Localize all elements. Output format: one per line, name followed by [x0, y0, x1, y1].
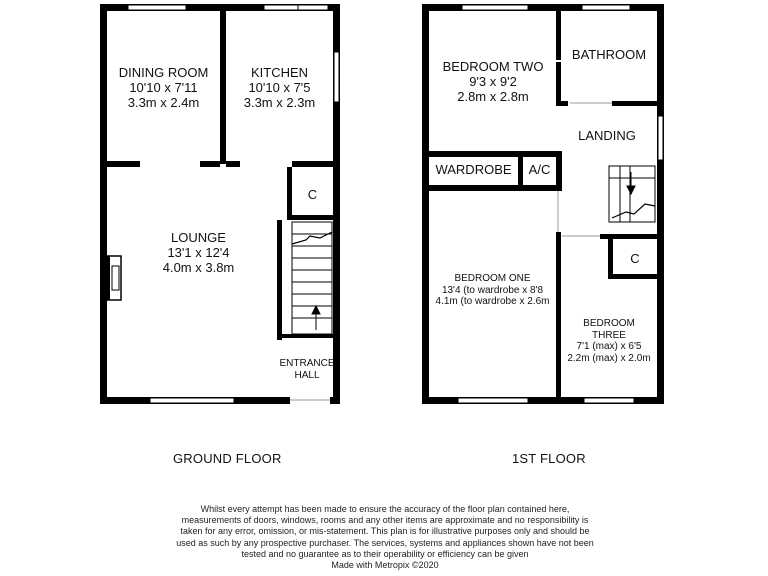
ground-floor-staircase	[292, 222, 332, 334]
room-label-lounge	[120, 231, 277, 276]
room-dimensions-imperial: 10'10 x 7'11	[129, 79, 198, 95]
room-label-bedroom-one	[429, 273, 556, 308]
room-dimensions-imperial: 13'4 (to wardrobe x 8'8	[441, 284, 544, 296]
room-name-line1: ENTRANCE	[279, 358, 335, 369]
room-dimensions-metric: 4.1m (to wardrobe x 2.6m	[435, 296, 550, 307]
room-name: KITCHEN	[250, 65, 309, 80]
room-dimensions-metric: 2.2m (max) x 2.0m	[567, 352, 651, 364]
room-label-cupboard	[292, 188, 333, 203]
room-name: BEDROOM ONE	[454, 273, 531, 284]
first-floor-title: 1ST FLOOR	[512, 451, 586, 466]
room-dimensions-metric: 3.3m x 2.4m	[127, 94, 200, 110]
disclaimer-credit: Made with Metropix ©2020	[331, 560, 439, 571]
ground-floor-outer-walls	[100, 4, 340, 404]
room-label-cupboard-first	[613, 252, 657, 267]
room-name: LOUNGE	[171, 230, 226, 245]
room-name-line1: BEDROOM	[583, 318, 635, 329]
room-name: C	[307, 187, 318, 202]
room-name: A/C	[528, 162, 551, 177]
room-label-airing-cupboard	[523, 163, 556, 178]
room-dimensions-metric: 4.0m x 3.8m	[162, 259, 235, 275]
room-name-line2: THREE	[592, 329, 626, 341]
room-name: BEDROOM TWO	[442, 59, 544, 74]
room-label-landing	[562, 129, 652, 144]
room-label-bedroom-two	[430, 60, 556, 105]
room-dimensions-imperial: 9'3 x 9'2	[469, 73, 517, 89]
room-label-bathroom	[561, 48, 657, 63]
room-dimensions-imperial: 10'10 x 7'5	[248, 79, 311, 95]
room-dimensions-metric: 2.8m x 2.8m	[457, 88, 529, 104]
room-name: LANDING	[578, 128, 636, 143]
ground-floor-title: GROUND FLOOR	[173, 451, 282, 466]
room-name: WARDROBE	[435, 162, 512, 177]
room-name: DINING ROOM	[118, 65, 209, 80]
room-name-line2: HALL	[294, 369, 320, 381]
room-dimensions-metric: 3.3m x 2.3m	[243, 94, 316, 110]
room-dimensions-imperial: 7'1 (max) x 6'5	[576, 341, 642, 352]
room-label-wardrobe	[429, 163, 518, 178]
first-floor-staircase	[609, 166, 655, 222]
ground-floor-plan	[100, 4, 340, 404]
first-floor-door-gaps	[556, 60, 612, 239]
fireplace-icon	[107, 256, 121, 300]
room-label-bedroom-three	[560, 318, 658, 364]
room-label-kitchen	[226, 66, 333, 111]
disclaimer-text: Whilst every attempt has been made to ensure the accuracy of the floor plan contained here, measurements of doors, windows, rooms and any other items are approximate and no responsibility is taken for any error, omission, or mis-statement. This plan is for illustrative purposes only and should be used as such by any prospective purchaser. The services, systems and appliances shown have not been tested and no guarantee as to their operability or efficiency can be given	[176, 504, 594, 559]
room-dimensions-imperial: 13'1 x 12'4	[167, 244, 230, 260]
room-name: BATHROOM	[571, 47, 647, 62]
room-label-dining-room	[107, 66, 220, 111]
room-name: C	[630, 251, 640, 266]
disclaimer	[170, 504, 600, 571]
room-label-entrance-hall	[278, 358, 336, 381]
